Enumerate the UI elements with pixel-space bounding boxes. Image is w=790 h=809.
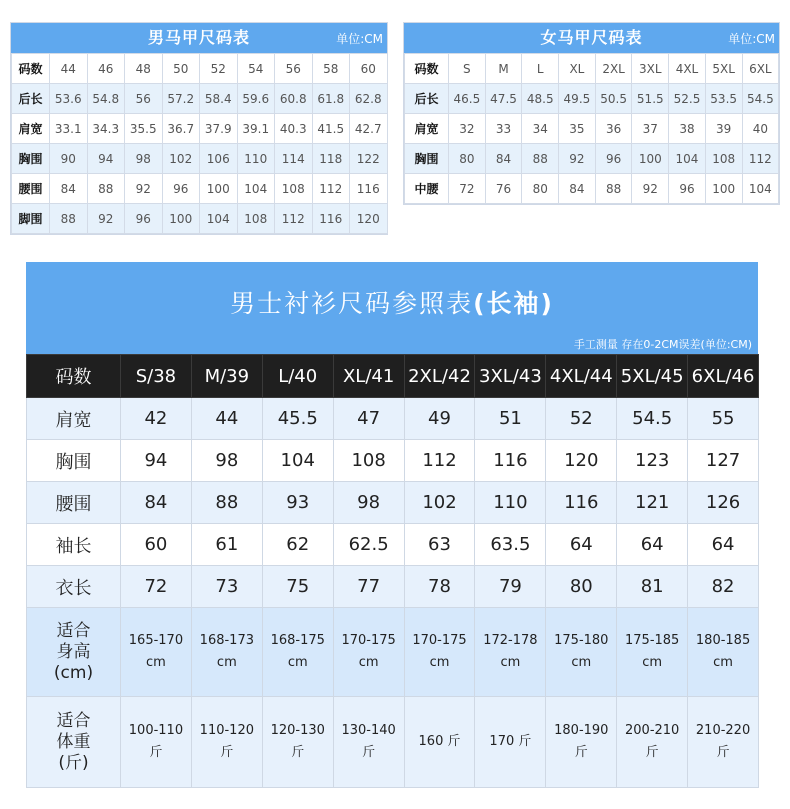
table-cell: 52 bbox=[546, 398, 617, 440]
table-cell: 108 bbox=[237, 204, 275, 234]
table-cell: 100 bbox=[162, 204, 200, 234]
shirt-title-suffix: (长袖) bbox=[473, 289, 554, 318]
table-cell: 165-170 cm bbox=[121, 608, 192, 697]
table-cell: 73 bbox=[191, 566, 262, 608]
table-cell: 160 斤 bbox=[404, 697, 475, 788]
header-row bbox=[27, 355, 759, 398]
table-cell: 46 bbox=[87, 54, 125, 84]
table-cell: 32 bbox=[449, 114, 486, 144]
women-vest-title-bar bbox=[404, 23, 779, 53]
header-label: 码数 bbox=[27, 355, 121, 398]
table-cell: 84 bbox=[559, 174, 596, 204]
table-cell: 170-175 cm bbox=[333, 608, 404, 697]
size-header-cell: 5XL/45 bbox=[617, 355, 688, 398]
table-cell: 93 bbox=[262, 482, 333, 524]
table-cell: 54 bbox=[237, 54, 275, 84]
row-label: 胸围 bbox=[27, 440, 121, 482]
table-cell: 92 bbox=[632, 174, 669, 204]
size-header-cell: XL/41 bbox=[333, 355, 404, 398]
table-row bbox=[27, 398, 759, 440]
table-cell: 42 bbox=[121, 398, 192, 440]
table-cell: 120 bbox=[546, 440, 617, 482]
table-cell: 35.5 bbox=[125, 114, 163, 144]
table-cell: 80 bbox=[546, 566, 617, 608]
table-cell: 94 bbox=[87, 144, 125, 174]
size-header-cell: 3XL/43 bbox=[475, 355, 546, 398]
table-cell: 35 bbox=[559, 114, 596, 144]
table-cell: 84 bbox=[121, 482, 192, 524]
table-cell: 33 bbox=[485, 114, 522, 144]
table-cell: 46.5 bbox=[449, 84, 486, 114]
table-row bbox=[12, 144, 388, 174]
table-cell: 88 bbox=[595, 174, 632, 204]
table-cell: 108 bbox=[275, 174, 313, 204]
row-label: 肩宽 bbox=[405, 114, 449, 144]
men-vest-grid bbox=[11, 53, 388, 234]
size-header-cell: 2XL/42 bbox=[404, 355, 475, 398]
table-cell: 88 bbox=[87, 174, 125, 204]
table-cell: 36 bbox=[595, 114, 632, 144]
table-cell: 54.5 bbox=[617, 398, 688, 440]
table-cell: 56 bbox=[275, 54, 313, 84]
size-header-cell: S/38 bbox=[121, 355, 192, 398]
row-label: 腰围 bbox=[12, 174, 50, 204]
table-cell: 94 bbox=[121, 440, 192, 482]
table-cell: 112 bbox=[312, 174, 350, 204]
table-cell: XL bbox=[559, 54, 596, 84]
table-cell: 47.5 bbox=[485, 84, 522, 114]
table-cell: 200-210 斤 bbox=[617, 697, 688, 788]
table-row bbox=[12, 174, 388, 204]
table-cell: 110-120 斤 bbox=[191, 697, 262, 788]
table-cell: 98 bbox=[333, 482, 404, 524]
table-row bbox=[12, 84, 388, 114]
shirt-table-title bbox=[26, 284, 758, 320]
table-cell: 63.5 bbox=[475, 524, 546, 566]
table-row bbox=[27, 482, 759, 524]
table-cell: 96 bbox=[162, 174, 200, 204]
table-row bbox=[405, 144, 779, 174]
table-cell: 50.5 bbox=[595, 84, 632, 114]
row-label: 中腰 bbox=[405, 174, 449, 204]
weight-row bbox=[27, 697, 759, 788]
table-cell: 34 bbox=[522, 114, 559, 144]
table-cell: 112 bbox=[404, 440, 475, 482]
table-cell: 108 bbox=[333, 440, 404, 482]
table-cell: 41.5 bbox=[312, 114, 350, 144]
table-cell: 53.5 bbox=[705, 84, 742, 114]
table-cell: 40.3 bbox=[275, 114, 313, 144]
table-cell: 44 bbox=[50, 54, 88, 84]
table-cell: 172-178 cm bbox=[475, 608, 546, 697]
men-vest-title: 男马甲尺码表 bbox=[147, 28, 250, 47]
table-cell: 118 bbox=[312, 144, 350, 174]
table-row bbox=[405, 114, 779, 144]
table-cell: 108 bbox=[705, 144, 742, 174]
table-cell: 120 bbox=[350, 204, 388, 234]
table-cell: 80 bbox=[449, 144, 486, 174]
table-cell: 114 bbox=[275, 144, 313, 174]
row-label: 码数 bbox=[12, 54, 50, 84]
table-cell: 33.1 bbox=[50, 114, 88, 144]
table-cell: 56 bbox=[125, 84, 163, 114]
table-cell: 48 bbox=[125, 54, 163, 84]
table-cell: 44 bbox=[191, 398, 262, 440]
size-header-cell: 6XL/46 bbox=[688, 355, 759, 398]
shirt-table-header bbox=[26, 262, 758, 354]
men-vest-size-table bbox=[10, 22, 388, 235]
table-cell: 49.5 bbox=[559, 84, 596, 114]
table-cell: 122 bbox=[350, 144, 388, 174]
women-vest-title: 女马甲尺码表 bbox=[540, 28, 643, 47]
table-cell: 38 bbox=[669, 114, 706, 144]
table-cell: 104 bbox=[742, 174, 779, 204]
table-cell: L bbox=[522, 54, 559, 84]
table-cell: 61.8 bbox=[312, 84, 350, 114]
table-cell: 180-190 斤 bbox=[546, 697, 617, 788]
table-cell: 72 bbox=[121, 566, 192, 608]
table-cell: 37 bbox=[632, 114, 669, 144]
table-cell: 84 bbox=[485, 144, 522, 174]
women-vest-size-table bbox=[403, 22, 780, 205]
table-row bbox=[12, 54, 388, 84]
table-cell: 62.5 bbox=[333, 524, 404, 566]
table-cell: M bbox=[485, 54, 522, 84]
table-cell: S bbox=[449, 54, 486, 84]
table-cell: 123 bbox=[617, 440, 688, 482]
table-cell: 52.5 bbox=[669, 84, 706, 114]
height-row bbox=[27, 608, 759, 697]
table-cell: 110 bbox=[237, 144, 275, 174]
table-cell: 72 bbox=[449, 174, 486, 204]
table-cell: 57.2 bbox=[162, 84, 200, 114]
table-cell: 170-175 cm bbox=[404, 608, 475, 697]
table-cell: 104 bbox=[237, 174, 275, 204]
table-cell: 64 bbox=[617, 524, 688, 566]
table-cell: 98 bbox=[125, 144, 163, 174]
table-cell: 82 bbox=[688, 566, 759, 608]
table-row bbox=[12, 204, 388, 234]
table-cell: 104 bbox=[669, 144, 706, 174]
table-cell: 92 bbox=[559, 144, 596, 174]
table-cell: 36.7 bbox=[162, 114, 200, 144]
table-cell: 39.1 bbox=[237, 114, 275, 144]
table-cell: 104 bbox=[200, 204, 238, 234]
size-header-cell: L/40 bbox=[262, 355, 333, 398]
table-cell: 100-110 斤 bbox=[121, 697, 192, 788]
table-cell: 49 bbox=[404, 398, 475, 440]
table-cell: 58.4 bbox=[200, 84, 238, 114]
table-cell: 37.9 bbox=[200, 114, 238, 144]
table-cell: 62.8 bbox=[350, 84, 388, 114]
shirt-measure-note: 手工测量 存在0-2CM误差(单位:CM) bbox=[573, 338, 752, 351]
table-cell: 5XL bbox=[705, 54, 742, 84]
table-row bbox=[405, 54, 779, 84]
table-cell: 168-175 cm bbox=[262, 608, 333, 697]
table-cell: 51 bbox=[475, 398, 546, 440]
row-label: 腰围 bbox=[27, 482, 121, 524]
row-label: 袖长 bbox=[27, 524, 121, 566]
table-row bbox=[12, 114, 388, 144]
table-cell: 96 bbox=[669, 174, 706, 204]
table-cell: 60 bbox=[350, 54, 388, 84]
row-label: 后长 bbox=[12, 84, 50, 114]
table-cell: 60 bbox=[121, 524, 192, 566]
table-cell: 61 bbox=[191, 524, 262, 566]
table-cell: 60.8 bbox=[275, 84, 313, 114]
table-cell: 51.5 bbox=[632, 84, 669, 114]
table-cell: 98 bbox=[191, 440, 262, 482]
table-row bbox=[405, 174, 779, 204]
table-cell: 6XL bbox=[742, 54, 779, 84]
size-header-cell: 4XL/44 bbox=[546, 355, 617, 398]
table-cell: 102 bbox=[162, 144, 200, 174]
table-cell: 63 bbox=[404, 524, 475, 566]
table-cell: 34.3 bbox=[87, 114, 125, 144]
table-cell: 127 bbox=[688, 440, 759, 482]
table-cell: 54.8 bbox=[87, 84, 125, 114]
women-vest-grid bbox=[404, 53, 779, 204]
table-cell: 76 bbox=[485, 174, 522, 204]
table-cell: 175-185 cm bbox=[617, 608, 688, 697]
table-cell: 110 bbox=[475, 482, 546, 524]
table-cell: 77 bbox=[333, 566, 404, 608]
table-cell: 80 bbox=[522, 174, 559, 204]
shirt-size-table bbox=[26, 262, 758, 782]
row-label: 码数 bbox=[405, 54, 449, 84]
table-cell: 116 bbox=[350, 174, 388, 204]
table-cell: 100 bbox=[632, 144, 669, 174]
table-cell: 126 bbox=[688, 482, 759, 524]
row-label: 胸围 bbox=[12, 144, 50, 174]
table-cell: 50 bbox=[162, 54, 200, 84]
table-cell: 45.5 bbox=[262, 398, 333, 440]
men-vest-title-bar bbox=[11, 23, 387, 53]
table-cell: 106 bbox=[200, 144, 238, 174]
shirt-title-main: 男士衬衫尺码参照表 bbox=[230, 289, 474, 318]
table-cell: 79 bbox=[475, 566, 546, 608]
table-cell: 92 bbox=[87, 204, 125, 234]
table-cell: 96 bbox=[125, 204, 163, 234]
table-cell: 88 bbox=[522, 144, 559, 174]
table-cell: 116 bbox=[312, 204, 350, 234]
table-cell: 90 bbox=[50, 144, 88, 174]
table-cell: 48.5 bbox=[522, 84, 559, 114]
table-cell: 62 bbox=[262, 524, 333, 566]
table-cell: 84 bbox=[50, 174, 88, 204]
table-cell: 100 bbox=[705, 174, 742, 204]
table-cell: 120-130 斤 bbox=[262, 697, 333, 788]
table-cell: 112 bbox=[275, 204, 313, 234]
row-label: 衣长 bbox=[27, 566, 121, 608]
table-row bbox=[27, 524, 759, 566]
table-cell: 88 bbox=[50, 204, 88, 234]
table-row bbox=[405, 84, 779, 114]
table-cell: 100 bbox=[200, 174, 238, 204]
table-cell: 64 bbox=[546, 524, 617, 566]
row-label: 后长 bbox=[405, 84, 449, 114]
table-cell: 130-140 斤 bbox=[333, 697, 404, 788]
table-row bbox=[27, 566, 759, 608]
table-cell: 40 bbox=[742, 114, 779, 144]
table-cell: 2XL bbox=[595, 54, 632, 84]
table-cell: 104 bbox=[262, 440, 333, 482]
row-label: 脚围 bbox=[12, 204, 50, 234]
table-cell: 3XL bbox=[632, 54, 669, 84]
table-cell: 55 bbox=[688, 398, 759, 440]
table-cell: 78 bbox=[404, 566, 475, 608]
table-cell: 210-220 斤 bbox=[688, 697, 759, 788]
table-cell: 58 bbox=[312, 54, 350, 84]
women-vest-unit: 单位:CM bbox=[728, 32, 775, 46]
table-cell: 4XL bbox=[669, 54, 706, 84]
table-cell: 116 bbox=[475, 440, 546, 482]
table-cell: 59.6 bbox=[237, 84, 275, 114]
table-cell: 175-180 cm bbox=[546, 608, 617, 697]
table-cell: 112 bbox=[742, 144, 779, 174]
table-cell: 75 bbox=[262, 566, 333, 608]
row-label: 肩宽 bbox=[12, 114, 50, 144]
table-cell: 64 bbox=[688, 524, 759, 566]
table-cell: 81 bbox=[617, 566, 688, 608]
table-cell: 88 bbox=[191, 482, 262, 524]
weight-row-label: 适合 体重 (斤) bbox=[27, 697, 121, 788]
table-cell: 180-185 cm bbox=[688, 608, 759, 697]
table-row bbox=[27, 440, 759, 482]
table-cell: 116 bbox=[546, 482, 617, 524]
table-cell: 168-173 cm bbox=[191, 608, 262, 697]
height-row-label: 适合 身高 (cm) bbox=[27, 608, 121, 697]
shirt-grid bbox=[26, 354, 759, 788]
table-cell: 170 斤 bbox=[475, 697, 546, 788]
row-label: 胸围 bbox=[405, 144, 449, 174]
table-cell: 96 bbox=[595, 144, 632, 174]
table-cell: 39 bbox=[705, 114, 742, 144]
men-vest-unit: 单位:CM bbox=[336, 32, 383, 46]
table-cell: 42.7 bbox=[350, 114, 388, 144]
table-cell: 47 bbox=[333, 398, 404, 440]
table-cell: 53.6 bbox=[50, 84, 88, 114]
table-cell: 92 bbox=[125, 174, 163, 204]
table-cell: 102 bbox=[404, 482, 475, 524]
row-label: 肩宽 bbox=[27, 398, 121, 440]
table-cell: 121 bbox=[617, 482, 688, 524]
table-cell: 52 bbox=[200, 54, 238, 84]
size-header-cell: M/39 bbox=[191, 355, 262, 398]
table-cell: 54.5 bbox=[742, 84, 779, 114]
